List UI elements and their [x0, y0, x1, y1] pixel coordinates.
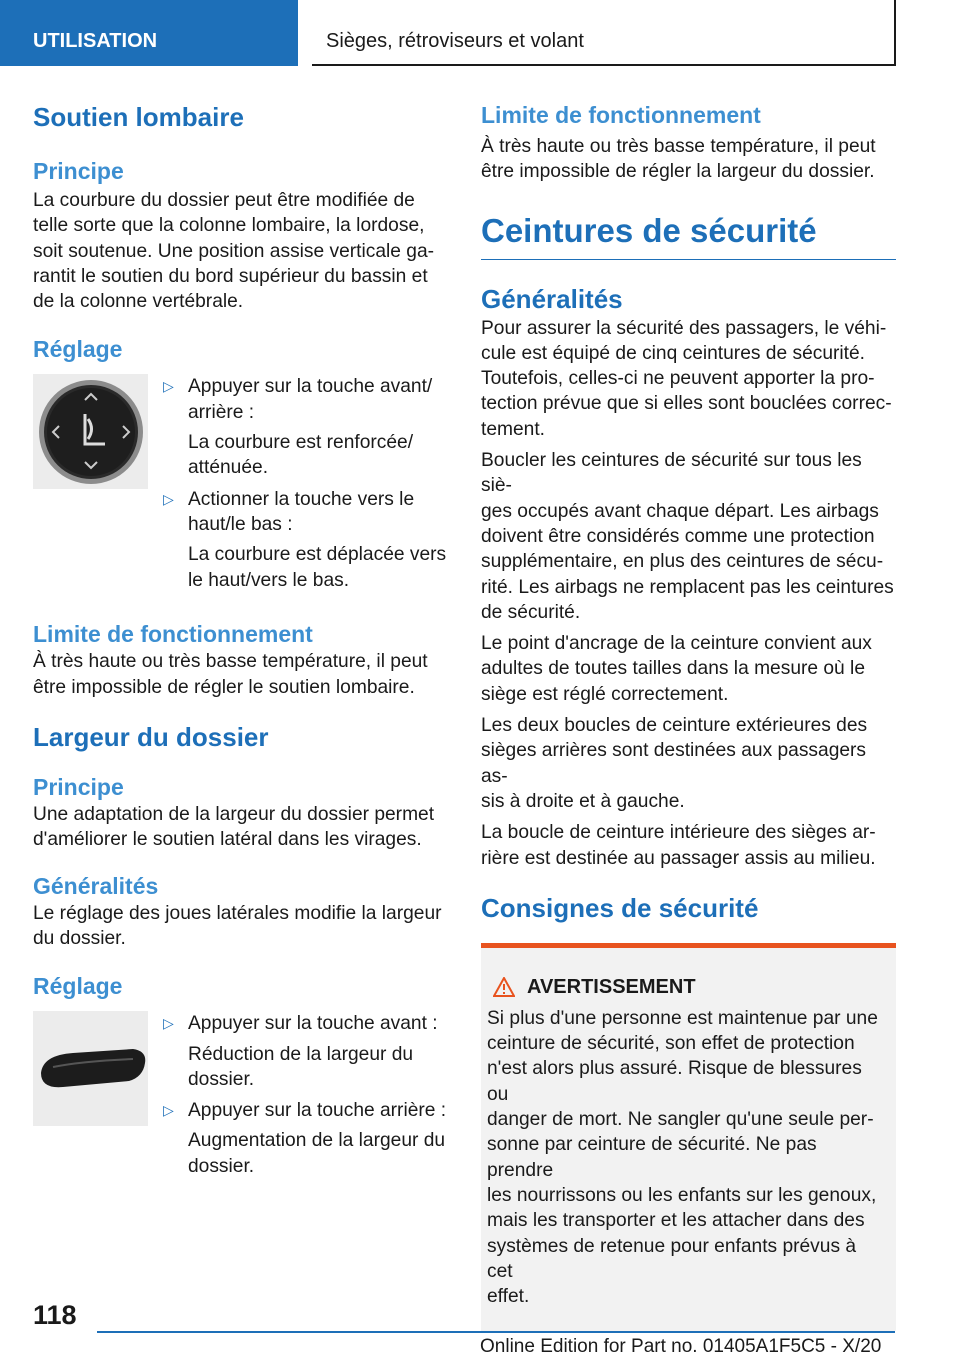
section-tab: UTILISATION: [0, 0, 298, 66]
width-principle-text: Une adaptation de la largeur du dossier permet d'améliorer le soutien latéral dans les virages.: [33, 804, 435, 851]
bullet-triangle-icon: ▷: [163, 1102, 174, 1119]
belts-general-title: Généralités: [481, 283, 623, 314]
safety-title: Consignes de sécurité: [481, 892, 759, 923]
right-limit-title: Limite de fonctionnement: [481, 102, 761, 128]
list-item-result: La courbure est renforcée/ atténuée.: [188, 432, 414, 479]
list-item: ▷ Appuyer sur la touche arrière :: [158, 1098, 453, 1123]
principle-title: Principe: [33, 158, 124, 184]
width-button-image: [33, 1011, 148, 1126]
width-adjust-steps: [158, 1011, 453, 1179]
list-item-result: Augmentation de la largeur du dossier.: [188, 1130, 446, 1177]
belts-paragraph: Le point d'ancrage de la ceinture convient aux adultes de toutes tailles dans la mesure où le siège est réglé correctement.: [481, 633, 872, 705]
width-title: Largeur du dossier: [33, 722, 269, 753]
warning-text: Si plus d'une personne est maintenue par une ceinture de sécurité, son effet de protection n'est alors plus assuré. Risque de blessures ou danger de mort. Ne sangler qu'une seule per- sonne par ceinture de sécurité. Ne pas prendre les nourrissons ou les enfants sur les genoux, mais les transporter et les attacher dans des systèmes de retenue pour enfants prévus à cet effet.: [487, 1007, 878, 1308]
list-item: ▷ Actionner la touche vers le haut/le bas :: [163, 488, 415, 535]
belts-paragraph: Les deux boucles de ceinture extérieures des sièges arrières sont destinées aux passagers as- sis à droite et à gauche.: [481, 715, 868, 812]
width-principle-title: Principe: [33, 774, 124, 801]
title-divider: [481, 259, 896, 260]
lumbar-title: Soutien lombaire: [33, 102, 244, 132]
warning-title: AVERTISSEMENT: [527, 975, 696, 998]
width-button-icon: [33, 1011, 148, 1126]
warning-triangle-icon: [493, 977, 515, 997]
lumbar-control-icon: [33, 374, 148, 489]
footer-divider: [97, 1331, 895, 1333]
adjust-title: Réglage: [33, 336, 123, 363]
list-item-result: Réduction de la largeur du dossier.: [188, 1043, 414, 1090]
width-adjust-title: Réglage: [33, 973, 123, 1000]
chapter-title: Sièges, rétroviseurs et volant: [312, 0, 896, 66]
bullet-triangle-icon: ▷: [163, 378, 174, 395]
lumbar-adjust-block: [33, 374, 448, 619]
right-column: [481, 100, 896, 1331]
general-title: Généralités: [33, 872, 159, 899]
page-number: 118: [33, 1300, 77, 1330]
belts-paragraph: La boucle de ceinture intérieure des sièges ar- rière est destinée au passager assis au milieu.: [481, 822, 876, 869]
principle-text: La courbure du dossier peut être modifiée de telle sorte que la colonne lombaire, la lordose, soit soutenue. Une position assise verticale ga- rantit le soutien du bord supérieur du bassin et de la colonne vertébrale.: [33, 190, 435, 313]
edition-text: Online Edition for Part no. 01405A1F5C5 - X/20: [480, 1336, 882, 1357]
belts-paragraph: Boucler les ceintures de sécurité sur tous les siè- ges occupés avant chaque départ. Les airbags doivent être considérés comme une protection supplémentaire, en plus des ceintures de sécu- rité. Les airbags ne remplacent pas les ceintures de sécurité.: [481, 450, 894, 623]
page-header: [0, 0, 960, 66]
lumbar-control-image: [33, 374, 148, 489]
left-column: [33, 100, 448, 1181]
belts-paragraph: Pour assurer la sécurité des passagers, le véhi- cule est équipé de cinq ceintures de sécurité. Toutefois, celles-ci ne peuvent apporter la pro- tection prévue que si elles sont bouclées correc- tement.: [481, 317, 892, 440]
right-limit-text: À très haute ou très basse température, il peut être impossible de régler la largeur du dossier.: [481, 136, 876, 183]
list-item: ▷ Appuyer sur la touche avant/ arrière :: [163, 376, 433, 423]
bullet-triangle-icon: ▷: [163, 1015, 174, 1032]
limit-title: Limite de fonctionnement: [33, 621, 313, 648]
limit-text: À très haute ou très basse température, il peut être impossible de régler le soutien lombaire.: [33, 651, 428, 698]
general-text: Le réglage des joues latérales modifie la largeur du dossier.: [33, 902, 442, 949]
width-adjust-block: [33, 1011, 448, 1181]
belts-title: Ceintures de sécurité: [481, 211, 817, 249]
bullet-triangle-icon: ▷: [163, 490, 174, 507]
lumbar-adjust-steps: [158, 374, 453, 592]
warning-box: [481, 943, 896, 1332]
warning-heading: [487, 974, 886, 1000]
list-item: ▷ Appuyer sur la touche avant :: [158, 1011, 453, 1036]
list-item-result: La courbure est déplacée vers le haut/vers le bas.: [188, 544, 447, 591]
